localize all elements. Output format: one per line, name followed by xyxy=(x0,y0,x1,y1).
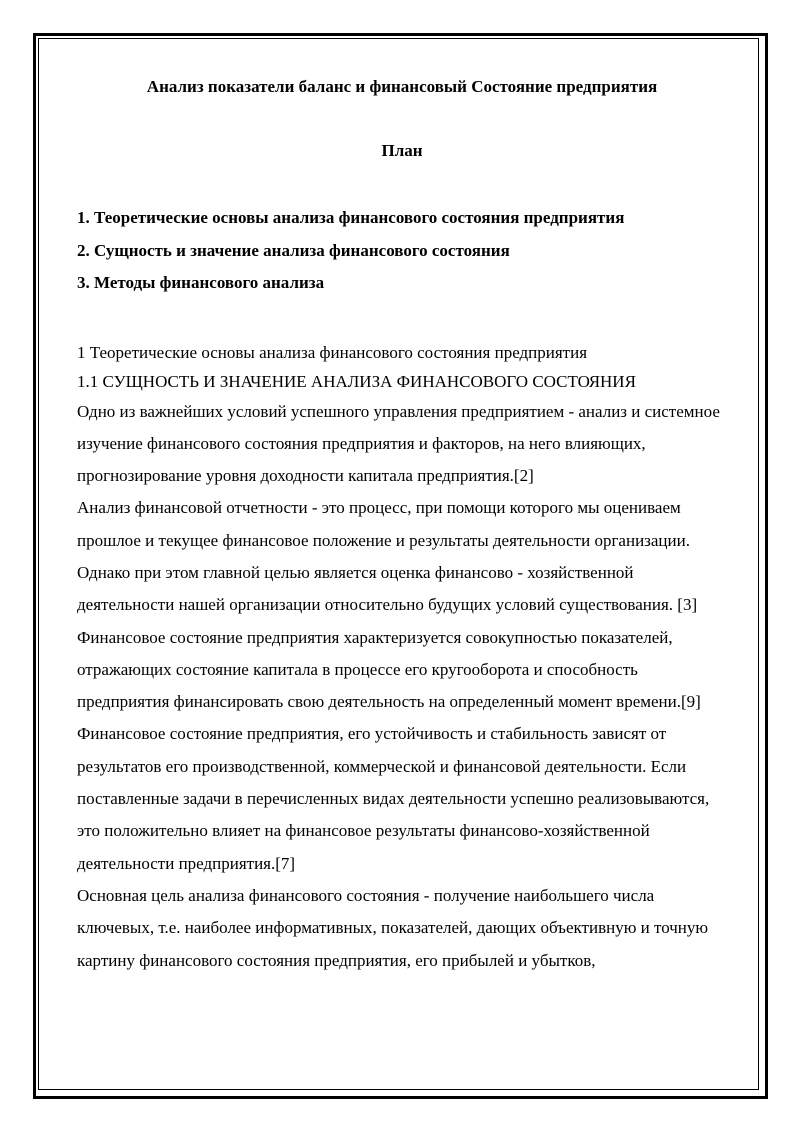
paragraph: Финансовое состояние предприятия характеризуется совокупностью показателей, отражающих состояние капитала в процессе его кругооборота и способность предприятия финансировать свою деятельность на определенный момент времени.[9] xyxy=(77,627,701,712)
section-heading: 1 Теоретические основы анализа финансового состояния предприятия xyxy=(77,342,588,362)
paragraph: Одно из важнейших условий успешного управления предприятием - анализ и системное изучение финансового состояния предприятия и факторов, на него влияющих, прогнозирование уровня доходности капитала предприятия.[2] xyxy=(77,401,720,486)
plan-list xyxy=(77,202,727,300)
plan-item: 2. Сущность и значение анализа финансового состояния xyxy=(77,240,510,260)
paragraph: Анализ финансовой отчетности - это процесс, при помощи которого мы оцениваем прошлое и текущее финансовое положение и результаты деятельности организации. Однако при этом главной целью является оценка финансово - хозяйственной деятельности нашей организации относительно будущих условий существования. [3] xyxy=(77,498,698,615)
plan-item: 3. Методы финансового анализа xyxy=(77,273,325,292)
document-body xyxy=(77,74,727,977)
paragraph: Финансовое состояние предприятия, его устойчивость и стабильность зависят от результатов его производственной, коммерческой и финансовой деятельности. Если поставленные задачи в перечисленных видах деятельности успешно реализовываются, это положительно влияет на финансовое результаты финансово-хозяйственной деятельности предприятия.[7] xyxy=(77,724,710,873)
document-title: Анализ показатели баланс и финансовый Состояние предприятия xyxy=(146,77,658,96)
plan-item: 1. Теоретические основы анализа финансового состояния предприятия xyxy=(77,208,625,227)
paragraph: Основная цель анализа финансового состояния - получение наибольшего числа ключевых, т.е. наиболее информативных, показателей, дающих объективную и точную картину финансового состояния предприятия, его прибылей и убытков, xyxy=(77,885,709,970)
plan-heading: План xyxy=(381,141,423,160)
subsection-heading: 1.1 СУЩНОСТЬ И ЗНАЧЕНИЕ АНАЛИЗА ФИНАНСОВОГО СОСТОЯНИЯ xyxy=(77,371,636,391)
